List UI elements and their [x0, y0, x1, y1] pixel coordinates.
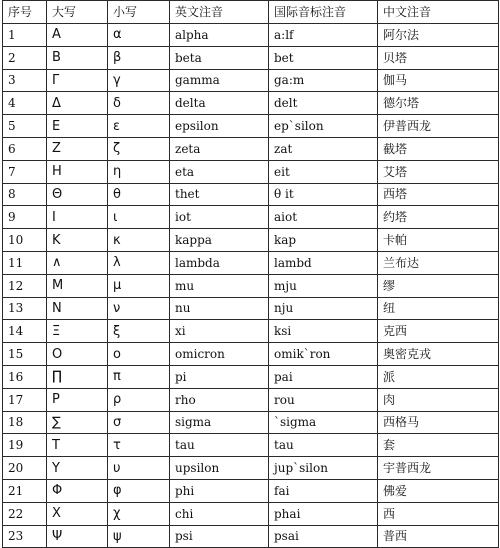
cell-uppercase: Ψ: [47, 525, 108, 548]
cell-chinese: 奥密克戎: [378, 343, 499, 366]
cell-index: 7: [3, 160, 47, 183]
cell-lowercase: λ: [108, 251, 170, 274]
cell-ipa: rou: [269, 388, 378, 411]
cell-ipa: fai: [269, 479, 378, 502]
cell-index: 18: [3, 411, 47, 434]
table-body: [3, 24, 499, 548]
cell-english: gamma: [170, 69, 269, 92]
table-row: [3, 206, 499, 229]
cell-lowercase: δ: [108, 92, 170, 115]
cell-chinese: 卡帕: [378, 229, 499, 252]
cell-english: epsilon: [170, 115, 269, 138]
cell-english: alpha: [170, 24, 269, 47]
cell-chinese: 肉: [378, 388, 499, 411]
table-row: [3, 115, 499, 138]
cell-english: sigma: [170, 411, 269, 434]
cell-chinese: 约塔: [378, 206, 499, 229]
table-row: [3, 24, 499, 47]
cell-uppercase: Α: [47, 24, 108, 47]
cell-chinese: 宇普西龙: [378, 457, 499, 480]
cell-chinese: 普西: [378, 525, 499, 548]
cell-lowercase: ρ: [108, 388, 170, 411]
cell-index: 6: [3, 137, 47, 160]
cell-index: 4: [3, 92, 47, 115]
cell-chinese: 西格马: [378, 411, 499, 434]
cell-english: kappa: [170, 229, 269, 252]
table-row: [3, 434, 499, 457]
cell-lowercase: κ: [108, 229, 170, 252]
cell-ipa: pai: [269, 365, 378, 388]
cell-index: 19: [3, 434, 47, 457]
cell-index: 5: [3, 115, 47, 138]
cell-index: 15: [3, 343, 47, 366]
cell-chinese: 阿尔法: [378, 24, 499, 47]
cell-english: upsilon: [170, 457, 269, 480]
cell-ipa: jup`silon: [269, 457, 378, 480]
cell-english: tau: [170, 434, 269, 457]
greek-alphabet-table: [2, 0, 499, 548]
cell-index: 1: [3, 24, 47, 47]
cell-ipa: psai: [269, 525, 378, 548]
cell-lowercase: θ: [108, 183, 170, 206]
cell-ipa: lambd: [269, 251, 378, 274]
cell-uppercase: Δ: [47, 92, 108, 115]
cell-ipa: omik`ron: [269, 343, 378, 366]
cell-uppercase: Ο: [47, 343, 108, 366]
cell-chinese: 伊普西龙: [378, 115, 499, 138]
cell-lowercase: ψ: [108, 525, 170, 548]
table-row: [3, 343, 499, 366]
cell-ipa: ep`silon: [269, 115, 378, 138]
cell-ipa: a:lf: [269, 24, 378, 47]
cell-uppercase: Ζ: [47, 137, 108, 160]
table-row: [3, 411, 499, 434]
cell-index: 21: [3, 479, 47, 502]
table-row: [3, 69, 499, 92]
cell-ipa: zat: [269, 137, 378, 160]
cell-lowercase: μ: [108, 274, 170, 297]
cell-english: pi: [170, 365, 269, 388]
header-lowercase: 小写: [108, 1, 170, 24]
header-uppercase: 大写: [47, 1, 108, 24]
table-row: [3, 92, 499, 115]
cell-lowercase: φ: [108, 479, 170, 502]
table-row: [3, 137, 499, 160]
cell-index: 14: [3, 320, 47, 343]
cell-lowercase: ο: [108, 343, 170, 366]
cell-uppercase: Υ: [47, 457, 108, 480]
cell-ipa: aiot: [269, 206, 378, 229]
cell-uppercase: Β: [47, 46, 108, 69]
cell-english: zeta: [170, 137, 269, 160]
cell-uppercase: Μ: [47, 274, 108, 297]
header-index: 序号: [3, 1, 47, 24]
cell-ipa: eit: [269, 160, 378, 183]
cell-index: 22: [3, 502, 47, 525]
cell-english: nu: [170, 297, 269, 320]
cell-ipa: nju: [269, 297, 378, 320]
cell-index: 17: [3, 388, 47, 411]
cell-lowercase: β: [108, 46, 170, 69]
cell-lowercase: ι: [108, 206, 170, 229]
cell-ipa: `sigma: [269, 411, 378, 434]
cell-uppercase: Η: [47, 160, 108, 183]
cell-uppercase: Ξ: [47, 320, 108, 343]
table-row: [3, 525, 499, 548]
table-row: [3, 229, 499, 252]
table-row: [3, 251, 499, 274]
cell-ipa: delt: [269, 92, 378, 115]
cell-index: 23: [3, 525, 47, 548]
cell-english: phi: [170, 479, 269, 502]
table-row: [3, 160, 499, 183]
cell-chinese: 伽马: [378, 69, 499, 92]
cell-lowercase: α: [108, 24, 170, 47]
cell-index: 2: [3, 46, 47, 69]
cell-english: delta: [170, 92, 269, 115]
cell-ipa: kap: [269, 229, 378, 252]
cell-english: chi: [170, 502, 269, 525]
cell-index: 12: [3, 274, 47, 297]
cell-english: xi: [170, 320, 269, 343]
cell-english: lambda: [170, 251, 269, 274]
cell-ipa: ksi: [269, 320, 378, 343]
table-row: [3, 457, 499, 480]
cell-english: omicron: [170, 343, 269, 366]
cell-lowercase: ξ: [108, 320, 170, 343]
header-row: [3, 1, 499, 24]
cell-ipa: ga:m: [269, 69, 378, 92]
cell-ipa: phai: [269, 502, 378, 525]
cell-uppercase: ∧: [47, 251, 108, 274]
cell-ipa: bet: [269, 46, 378, 69]
table-row: [3, 320, 499, 343]
cell-chinese: 克西: [378, 320, 499, 343]
table-row: [3, 388, 499, 411]
cell-chinese: 兰布达: [378, 251, 499, 274]
cell-chinese: 德尔塔: [378, 92, 499, 115]
cell-uppercase: ∑: [47, 411, 108, 434]
cell-uppercase: Ι: [47, 206, 108, 229]
table-row: [3, 46, 499, 69]
cell-english: psi: [170, 525, 269, 548]
table-row: [3, 297, 499, 320]
cell-uppercase: Κ: [47, 229, 108, 252]
table-row: [3, 274, 499, 297]
cell-uppercase: Ρ: [47, 388, 108, 411]
cell-index: 13: [3, 297, 47, 320]
cell-lowercase: π: [108, 365, 170, 388]
cell-lowercase: ν: [108, 297, 170, 320]
cell-english: eta: [170, 160, 269, 183]
cell-ipa: tau: [269, 434, 378, 457]
cell-lowercase: ζ: [108, 137, 170, 160]
cell-lowercase: σ: [108, 411, 170, 434]
cell-chinese: 艾塔: [378, 160, 499, 183]
cell-lowercase: η: [108, 160, 170, 183]
cell-lowercase: τ: [108, 434, 170, 457]
table-row: [3, 365, 499, 388]
cell-chinese: 缪: [378, 274, 499, 297]
cell-chinese: 贝塔: [378, 46, 499, 69]
cell-uppercase: Χ: [47, 502, 108, 525]
cell-index: 9: [3, 206, 47, 229]
cell-chinese: 截塔: [378, 137, 499, 160]
header-chinese-pronunciation: 中文注音: [378, 1, 499, 24]
table-row: [3, 183, 499, 206]
cell-index: 20: [3, 457, 47, 480]
cell-uppercase: Ε: [47, 115, 108, 138]
table-row: [3, 502, 499, 525]
cell-chinese: 纽: [378, 297, 499, 320]
cell-uppercase: Θ: [47, 183, 108, 206]
cell-ipa: θ it: [269, 183, 378, 206]
cell-english: iot: [170, 206, 269, 229]
header-ipa-pronunciation: 国际音标注音: [269, 1, 378, 24]
cell-english: mu: [170, 274, 269, 297]
table-row: [3, 479, 499, 502]
cell-index: 8: [3, 183, 47, 206]
cell-chinese: 西塔: [378, 183, 499, 206]
cell-index: 11: [3, 251, 47, 274]
table-header: [3, 1, 499, 24]
cell-index: 16: [3, 365, 47, 388]
cell-chinese: 西: [378, 502, 499, 525]
cell-chinese: 套: [378, 434, 499, 457]
cell-chinese: 佛爱: [378, 479, 499, 502]
cell-uppercase: Ν: [47, 297, 108, 320]
cell-lowercase: υ: [108, 457, 170, 480]
cell-english: rho: [170, 388, 269, 411]
cell-chinese: 派: [378, 365, 499, 388]
cell-lowercase: ε: [108, 115, 170, 138]
cell-index: 3: [3, 69, 47, 92]
cell-uppercase: Φ: [47, 479, 108, 502]
cell-uppercase: Τ: [47, 434, 108, 457]
cell-ipa: mju: [269, 274, 378, 297]
cell-uppercase: Γ: [47, 69, 108, 92]
cell-lowercase: γ: [108, 69, 170, 92]
cell-uppercase: ∏: [47, 365, 108, 388]
cell-english: thet: [170, 183, 269, 206]
header-english-pronunciation: 英文注音: [170, 1, 269, 24]
cell-index: 10: [3, 229, 47, 252]
cell-english: beta: [170, 46, 269, 69]
cell-lowercase: χ: [108, 502, 170, 525]
